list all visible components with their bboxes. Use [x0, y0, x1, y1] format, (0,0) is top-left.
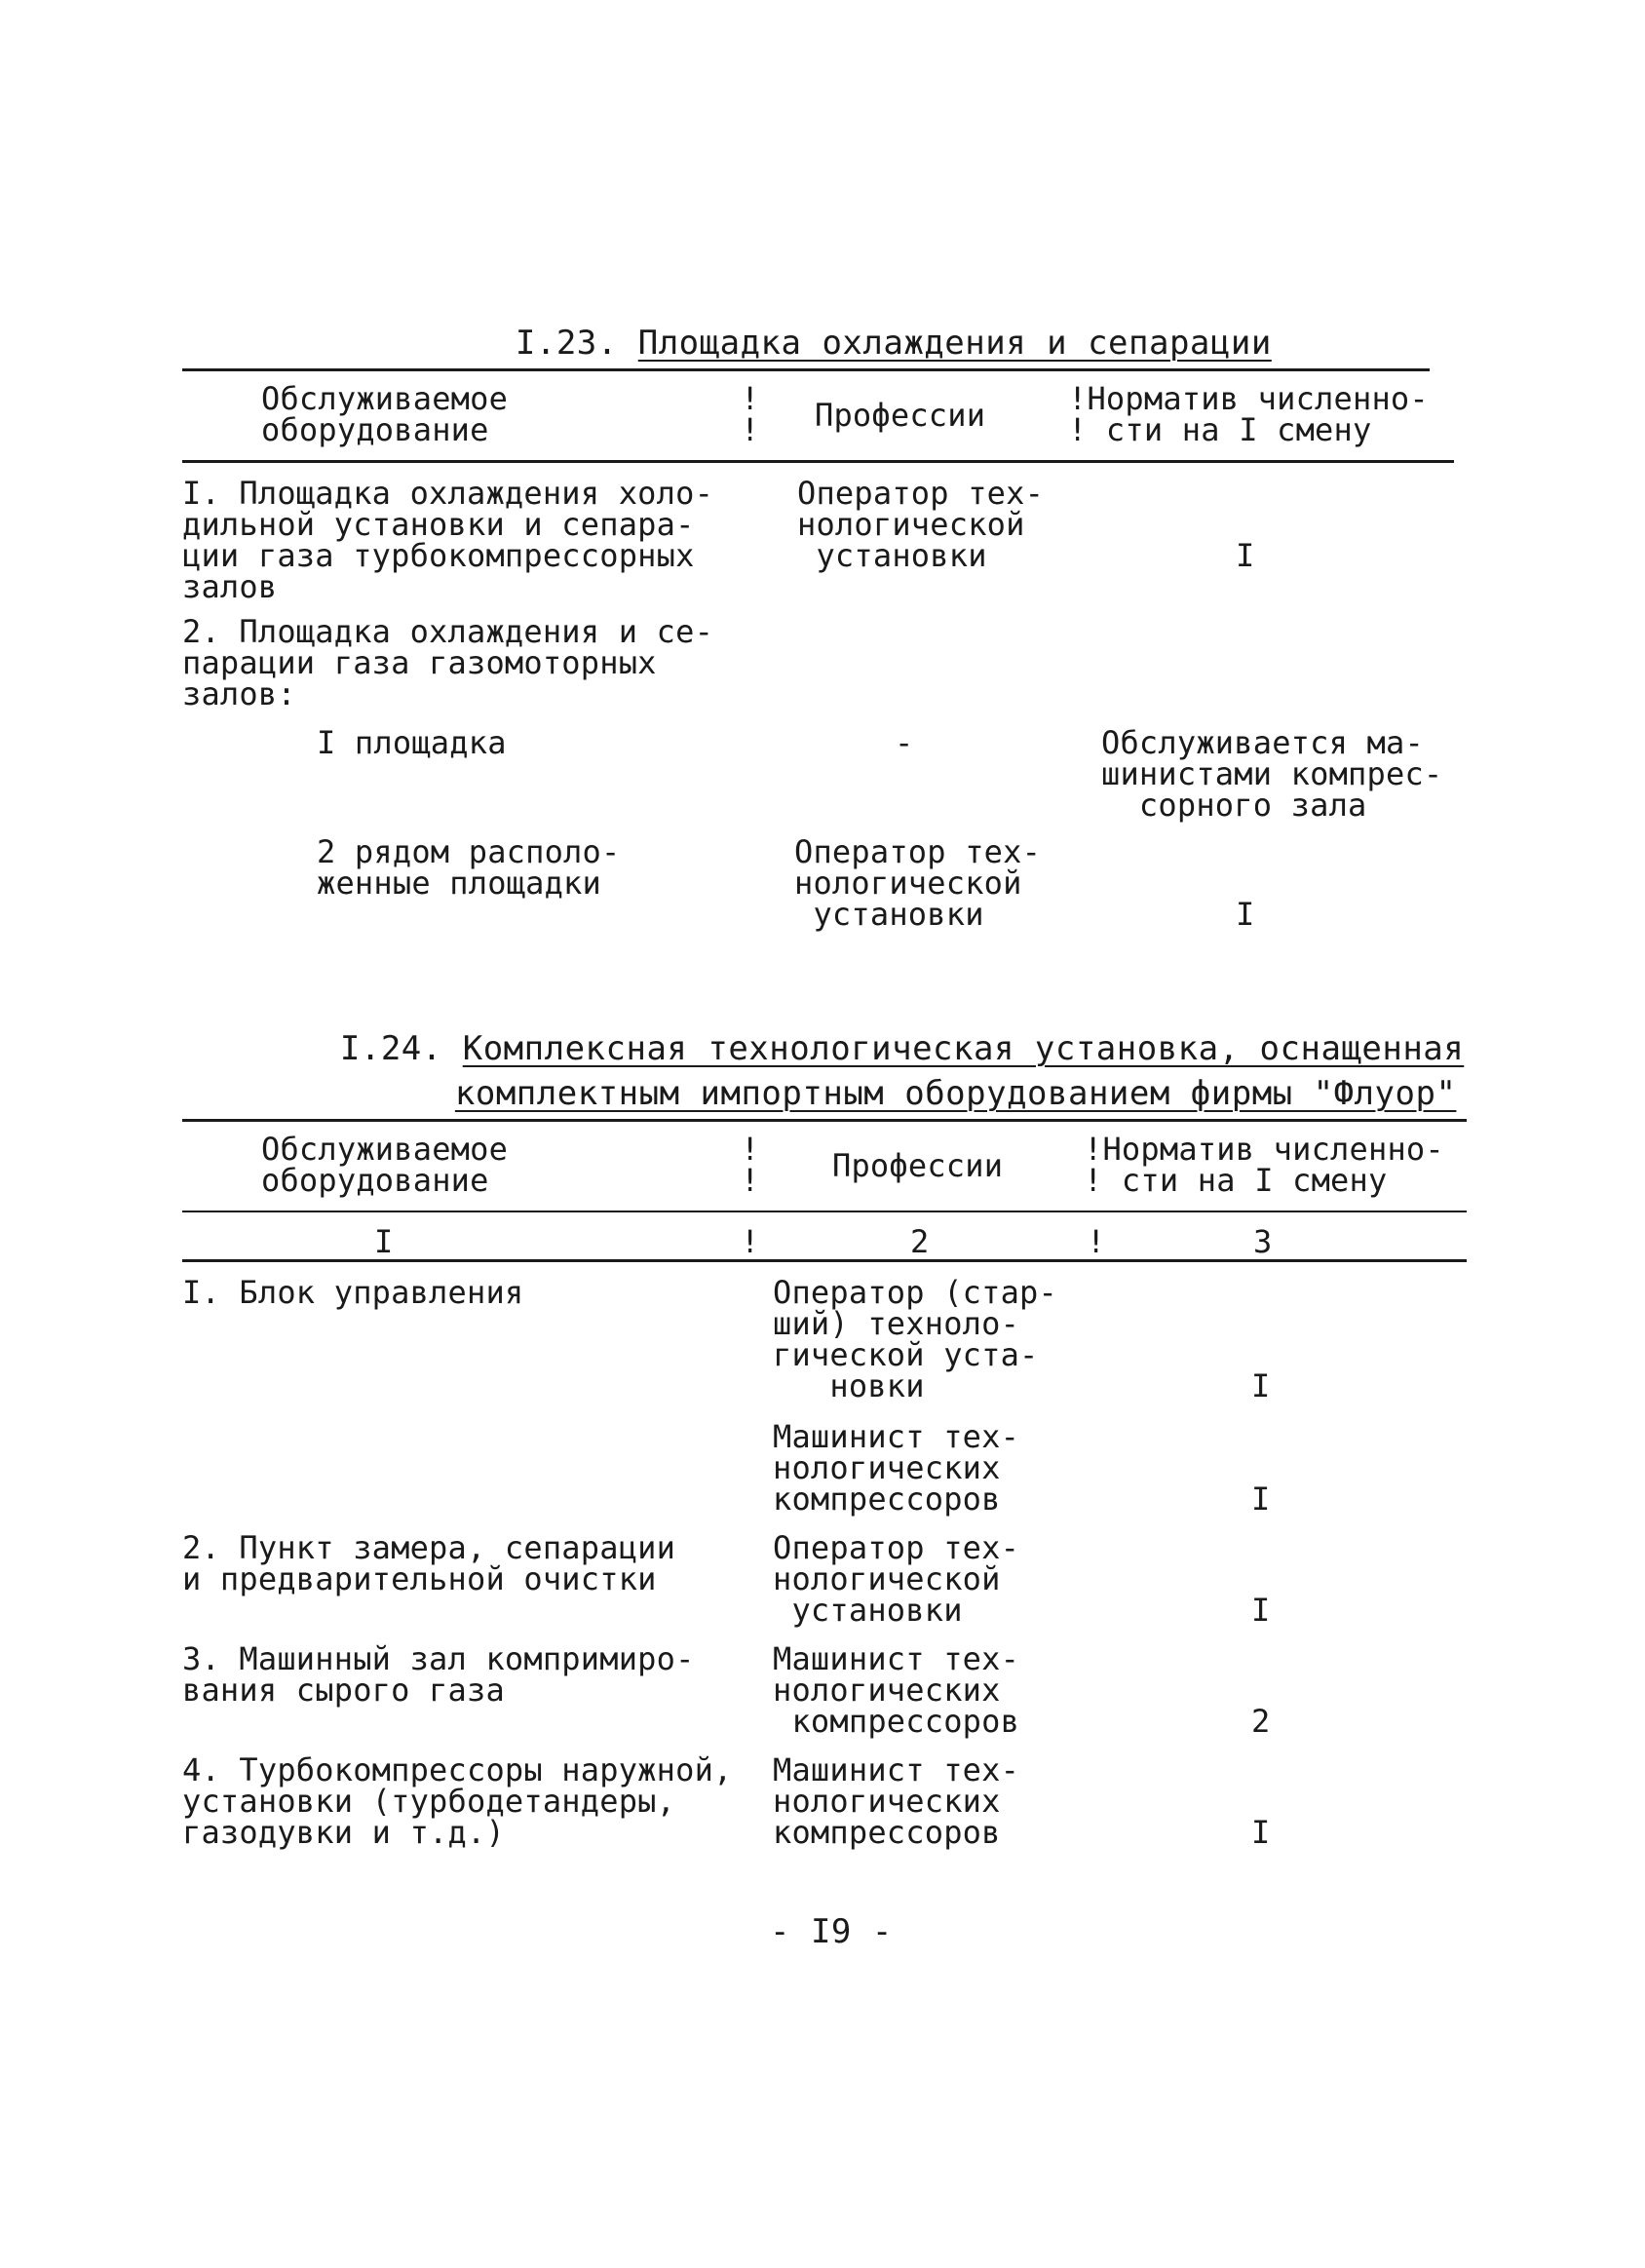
table-top-rule — [182, 368, 1430, 371]
section-title: Площадка охлаждения и сепарации — [637, 324, 1272, 363]
table-row-equipment: 2. Площадка охлаждения и се- парации газа газомоторных залов: — [182, 613, 714, 712]
table-row-norm: I — [1251, 1480, 1271, 1518]
section-title-line-1: Комплексная технологическая установка, оснащенная — [462, 1029, 1465, 1068]
table-row-norm: I — [1236, 896, 1255, 933]
table-row-profession: Оператор тех- нологической установки — [797, 475, 1045, 574]
section-number: I.24. — [339, 1029, 442, 1068]
table-row-equipment: I. Площадка охлаждения холо- дильной установки и сепара- ции газа турбокомпрессорных залов — [182, 475, 714, 605]
section-number: I.23. — [515, 324, 618, 363]
column-number: 2 — [910, 1223, 930, 1260]
table-row-equipment: I площадка — [317, 724, 507, 761]
header-separator: ! ! — [741, 1131, 760, 1199]
table-row-profession: Оператор тех- нологической установки — [794, 833, 1042, 933]
column-separator: ! — [1087, 1223, 1106, 1260]
table-header-rule — [182, 460, 1454, 463]
table-row-equipment: 3. Машинный зал компримиро- вания сырого газа — [182, 1640, 695, 1709]
table-row-profession: Машинист тех- нологических компрессоров — [773, 1640, 1020, 1740]
table-header-rule — [182, 1211, 1467, 1212]
table-row-profession: Машинист тех- нологических компрессоров — [773, 1751, 1020, 1851]
header-equipment: Обслуживаемое оборудование — [261, 380, 509, 448]
column-number: 3 — [1253, 1223, 1273, 1260]
header-equipment: Обслуживаемое оборудование — [261, 1131, 509, 1199]
table-row-norm: I — [1251, 1367, 1271, 1404]
header-separator: ! ! — [741, 380, 760, 448]
header-norm: !Норматив численно- ! сти на I смену — [1084, 1131, 1444, 1199]
header-profession: Профессии — [832, 1147, 1004, 1184]
header-profession: Профессии — [815, 397, 986, 434]
table-row-norm: I — [1251, 1814, 1271, 1851]
table-columns-rule — [182, 1259, 1467, 1262]
column-number: I — [374, 1223, 394, 1260]
table-row-equipment: I. Блок управления — [182, 1274, 524, 1311]
table-row-profession: Оператор тех- нологической установки — [773, 1529, 1020, 1629]
page-number: - I9 - — [770, 1912, 893, 1951]
table-row-norm: 2 — [1251, 1703, 1271, 1740]
table-row-profession: Оператор (стар- ший) техноло- гической уста- новки — [773, 1274, 1057, 1404]
table-row-equipment: 4. Турбокомпрессоры наружной, установки (турбодетандеры, газодувки и т.д.) — [182, 1751, 733, 1851]
table-row-norm: I — [1251, 1592, 1271, 1629]
section-title-line-2: комплектным импортным оборудованием фирмы "Флуор" — [454, 1074, 1457, 1113]
table-row-profession: - — [895, 724, 914, 761]
table-row-norm: Обслуживается ма- шинистами компрес- сорного зала — [1101, 724, 1443, 824]
table-row-norm: I — [1236, 537, 1255, 574]
table-row-equipment: 2. Пункт замера, сепарации и предварительной очистки — [182, 1529, 676, 1597]
table-top-rule — [182, 1119, 1467, 1122]
table-row-equipment: 2 рядом располо- женные площадки — [317, 833, 621, 902]
table-row-profession: Машинист тех- нологических компрессоров — [773, 1418, 1020, 1518]
header-norm: !Норматив численно- ! сти на I смену — [1068, 380, 1429, 448]
column-separator: ! — [741, 1223, 760, 1260]
